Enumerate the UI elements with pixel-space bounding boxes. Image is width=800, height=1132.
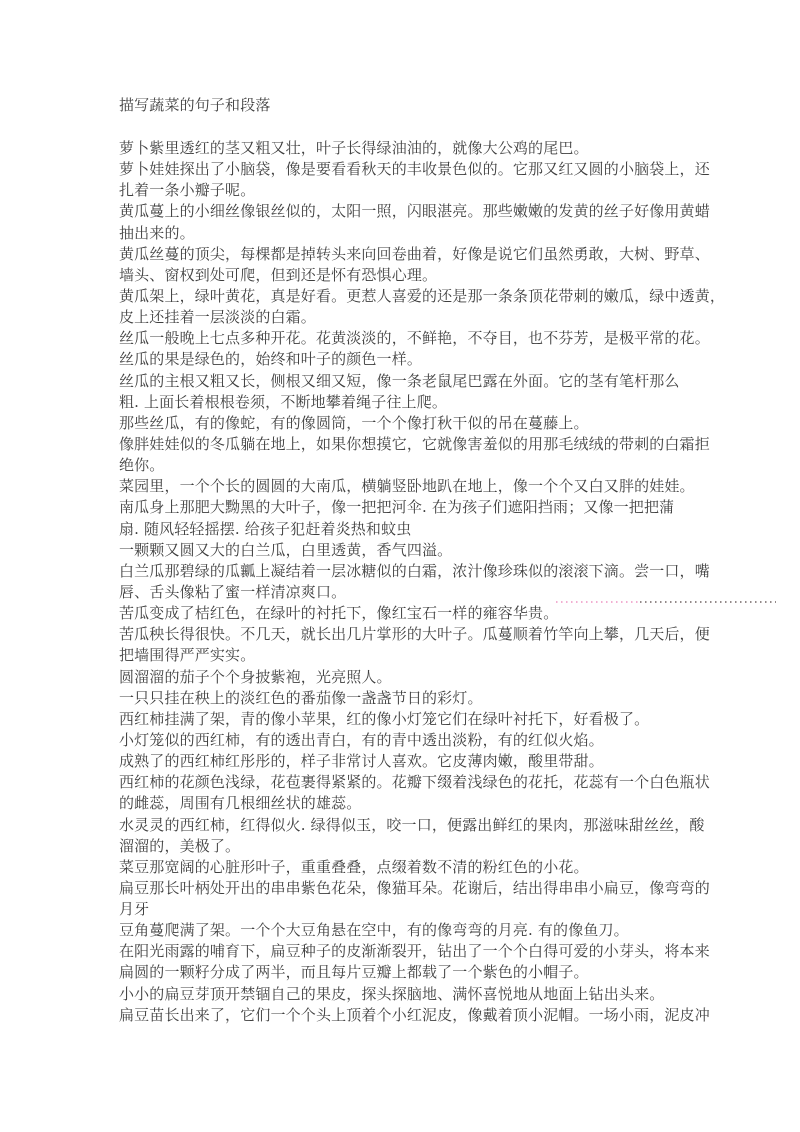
text-line: 黄瓜架上，绿叶黄花，真是好看。更惹人喜爱的还是那一条条顶花带刺的嫩瓜，绿中透黄，	[119, 286, 726, 305]
text-line: 溜溜的，美极了。	[119, 836, 241, 855]
text-line: 南瓜身上那肥大黝黑的大叶子，像一把把河伞. 在为孩子们遮阳挡雨；又像一把把蒲	[119, 498, 675, 517]
text-line: 那些丝瓜，有的像蛇，有的像圆筒，一个个像打秋干似的吊在蔓藤上。	[119, 413, 589, 432]
text-line: 一只只挂在秧上的淡红色的番茄像一盏盏节日的彩灯。	[119, 688, 483, 707]
text-line: 菜豆那宽阔的心脏形叶子，重重叠叠，点缀着数不清的粉红色的小花。	[119, 857, 589, 876]
text-line: 皮上还挂着一层淡淡的白霜。	[119, 308, 316, 327]
text-line: 粗. 上面长着根根卷须，不断地攀着绳子往上爬。	[119, 392, 447, 411]
dotted-underline-pink-segment	[556, 601, 638, 603]
text-line: 丝瓜的主根又粗又长，侧根又细又短，像一条老鼠尾巴露在外面。它的茎有笔杆那么	[119, 371, 680, 390]
dotted-underline-gray-segment	[640, 601, 776, 603]
text-line: 绝你。	[119, 456, 165, 475]
text-line: 小小的扁豆芽顶开禁锢自己的果皮，探头探脑地、满怀喜悦地从地面上钻出头来。	[119, 984, 665, 1003]
text-line: 像胖娃娃似的冬瓜躺在地上，如果你想摸它，它就像害羞似的用那毛绒绒的带刺的白霜拒	[119, 434, 710, 453]
dotted-underline-artifact	[556, 601, 776, 603]
text-line: 一颗颗又圆又大的白兰瓜，白里透黄，香气四溢。	[119, 540, 453, 559]
text-line: 成熟了的西红柿红彤彤的，样子非常讨人喜欢。它皮薄肉嫩，酸里带甜。	[119, 752, 604, 771]
text-line: 萝卜紫里透红的茎又粗又壮，叶子长得绿油油的，就像大公鸡的尾巴。	[119, 139, 589, 157]
text-line: 丝瓜一般晚上七点多种开花。花黄淡淡的，不鲜艳，不夺目，也不芬芳，是极平常的花。	[119, 329, 710, 348]
text-line: 苦瓜秧长得很快。不几天，就长出几片掌形的大叶子。瓜蔓顺着竹竿向上攀，几天后，便	[119, 625, 710, 644]
text-line: 菜园里，一个个长的圆圆的大南瓜，横躺竖卧地趴在地上，像一个个又白又胖的娃娃。	[119, 477, 695, 496]
text-line: 苦瓜变成了桔红色，在绿叶的衬托下，像红宝石一样的雍容华贵。	[119, 604, 559, 623]
text-line: 扁圆的一颗籽分成了两半，而且每片豆瓣上都载了一个紫色的小帽子。	[119, 963, 589, 982]
text-line: 萝卜娃娃探出了小脑袋，像是要看看秋天的丰收景色似的。它那又红又圆的小脑袋上，还	[119, 160, 710, 179]
text-line: 豆角蔓爬满了架。一个个大豆角悬在空中，有的像弯弯的月亮. 有的像鱼刀。	[119, 921, 629, 940]
text-line: 小灯笼似的西红柿，有的透出青白，有的青中透出淡粉，有的红似火焰。	[119, 730, 604, 749]
text-line: 的雌蕊，周围有几根细丝状的雄蕊。	[119, 794, 362, 813]
text-line: 在阳光雨露的哺育下，扁豆种子的皮渐渐裂开，钻出了一个个白得可爱的小芽头，将本来	[119, 942, 710, 961]
text-line: 扁豆那长叶柄处开出的串串紫色花朵，像猫耳朵。花谢后，结出得串串小扁豆，像弯弯的	[119, 878, 710, 897]
text-line: 抽出来的。	[119, 223, 195, 242]
text-line: 黄瓜蔓上的小细丝像银丝似的，太阳一照，闪眼湛亮。那些嫩嫩的发黄的丝子好像用黄蜡	[119, 202, 710, 221]
text-line: 墙头、窗权到处可爬，但到还是怀有恐惧心理。	[119, 265, 438, 284]
text-line: 把墙围得严严实实。	[119, 646, 256, 665]
text-line: 丝瓜的果是绿色的，始终和叶子的颜色一样。	[119, 350, 423, 369]
text-line: 白兰瓜那碧绿的瓜瓤上凝结着一层冰糖似的白霜，浓汁像珍珠似的滚滚下滴。尝一口，嘴	[119, 561, 710, 580]
text-line: 扇. 随风轻轻摇摆. 给孩子犯赶着炎热和蚊虫	[119, 519, 412, 538]
document-title: 描写蔬菜的句子和段落	[119, 96, 271, 114]
text-line: 唇、舌头像粘了蜜一样清凉爽口。	[119, 582, 347, 601]
text-line: 黄瓜丝蔓的顶尖，每棵都是掉转头来向回卷曲着，好像是说它们虽然勇敢，大树、野草、	[119, 244, 710, 263]
text-line: 水灵灵的西红柿，红得似火. 绿得似玉，咬一口，便露出鲜红的果肉，那滋味甜丝丝，酸	[119, 815, 705, 834]
text-line: 圆溜溜的茄子个个身披紫袍，光亮照人。	[119, 667, 392, 686]
text-line: 西红柿挂满了架，青的像小苹果，红的像小灯笼它们在绿叶衬托下，好看极了。	[119, 709, 650, 728]
text-line: 西红柿的花颜色浅绿，花苞裹得紧紧的。花瓣下缀着浅绿色的花托，花蕊有一个白色瓶状	[119, 773, 710, 792]
text-line: 扎着一条小瓣子呢。	[119, 181, 256, 200]
text-line: 扁豆苗长出来了，它们一个个头上顶着个小红泥皮，像戴着顶小泥帽。一场小雨，泥皮冲	[119, 1005, 710, 1024]
document-body	[119, 138, 726, 1026]
text-line: 月牙	[119, 900, 150, 919]
